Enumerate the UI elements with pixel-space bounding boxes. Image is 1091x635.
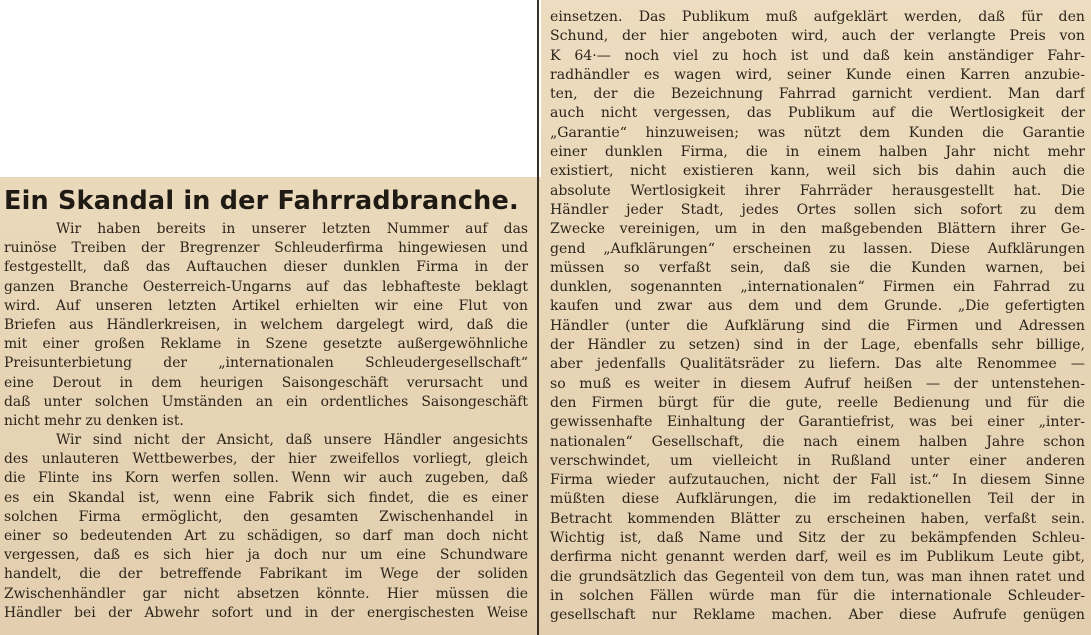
text-line: dunklen, sogenannten „internationalen“ Firmen ein Fahrrad zu: [550, 279, 1085, 296]
text-line: K 64·— noch viel zu hoch ist und daß kein anständiger Fahr-: [550, 47, 1085, 64]
right-column: [550, 8, 1085, 630]
text-line: es ein Skandal ist, wenn eine Fabrik sich findet, die es einer: [4, 489, 528, 506]
text-line: handelt, die der betreffende Fabrikant im Wege der soliden: [4, 566, 528, 583]
text-line: mit einer großen Reklame in Szene gesetzte außergewöhnliche: [4, 336, 528, 353]
text-line: Wir sind nicht der Ansicht, daß unsere Händler angesichts: [56, 432, 528, 449]
text-line: daß unter solchen Umständen an ein ordentliches Saisongeschäft: [4, 393, 528, 410]
text-line: „Garantie“ hinzuweisen; was nützt dem Kunden die Garantie: [550, 124, 1085, 141]
text-line: absolute Wertlosigkeit ihrer Fahrräder herausgestellt hat. Die: [550, 182, 1085, 199]
text-line: Betracht kommenden Blätter zu erscheinen haben, verfaßt sein.: [550, 510, 1085, 527]
left-column: [4, 184, 528, 632]
text-line: derfirma nicht genannt werden darf, weil es im Publikum Leute gibt,: [550, 549, 1085, 566]
column-divider: [537, 0, 539, 635]
text-line: den Firmen bürgt für die gute, reelle Bedienung und für die: [550, 394, 1085, 411]
text-line: gesellschaft nur Reklame machen. Aber diese Aufrufe genügen: [550, 607, 1085, 624]
text-line: der Händler zu setzen) sind in der Lage, ebenfalls sehr billige,: [550, 337, 1085, 354]
text-line: existiert, nicht existieren kann, weil sich bis dahin auch die: [550, 163, 1085, 180]
text-line: Zwecke vereinigen, um in den maßgebenden Blättern ihrer Ge-: [550, 221, 1085, 238]
text-line: müßten diese Aufklärungen, die im redaktionellen Teil der in: [550, 491, 1085, 508]
text-line: in solchen Fällen würde man für die internationale Schleuder-: [550, 587, 1085, 604]
text-line: wird. Auf unseren letzten Artikel erhielten wir eine Flut von: [4, 297, 528, 314]
text-line: Händler jeder Stadt, jedes Ortes sollen sich sofort zu dem: [550, 201, 1085, 218]
text-line: verschwindet, um vielleicht in Rußland unter einer anderen: [550, 452, 1085, 469]
text-line: nicht mehr zu denken ist.: [4, 412, 184, 429]
text-line: Briefen aus Händlerkreisen, in welchem dargelegt wird, daß die: [4, 316, 528, 333]
text-line: Händler (unter die Aufklärung sind die Firmen und Adressen: [550, 317, 1085, 334]
text-line: müssen so verfaßt sein, daß sie die Kunden warnen, bei: [550, 259, 1085, 276]
text-line: gewissenhafte Einhaltung der Garantiefrist, was bei einer „inter-: [550, 414, 1085, 431]
text-line: Wir haben bereits in unserer letzten Nummer auf das: [56, 221, 528, 237]
text-line: auch nicht vergessen, das Publikum auf die Wertlosigkeit der: [550, 105, 1085, 122]
text-line: ten, der die Bezeichnung Fahrrad garnicht verdient. Man darf: [550, 86, 1085, 103]
left-column-text: [4, 220, 528, 623]
text-line: einer so bedeutenden Art zu schädigen, so darf man doch nicht: [4, 528, 528, 544]
text-line: ruinöse Treiben der Bregrenzer Schleuderfirma hingewiesen und: [4, 240, 528, 257]
text-line: kaufen und zwar aus dem und dem Grunde. „Die gefertigten: [550, 298, 1085, 315]
text-line: nationalen“ Gesellschaft, die nach einem halben Jahre schon: [550, 433, 1085, 450]
text-line: Händler bei der Abwehr sofort und in der energischesten Weise: [4, 604, 528, 621]
text-line: aber jedenfalls Qualitätsräder zu liefern. Das alte Renommee —: [550, 356, 1085, 373]
blank-area: [0, 0, 541, 177]
text-line: Firma wieder aufzutauchen, nicht der Fall ist.“ In diesem Sinne: [550, 472, 1085, 489]
text-line: die grundsätzlich das Gegenteil von dem tun, was man ihnen ratet und: [550, 568, 1085, 585]
text-line: radhändler es wagen wird, seiner Kunde einen Karren anzubie-: [550, 66, 1085, 83]
text-line: so muß es weiter in diesem Aufruf heißen — der untenstehen-: [550, 375, 1085, 392]
right-column-text: [550, 8, 1085, 626]
text-line: einer dunklen Firma, die in einem halben Jahr nicht mehr: [550, 144, 1085, 161]
text-line: Schund, der hier angeboten wird, auch der verlangte Preis von: [550, 28, 1085, 45]
text-line: Preisunterbietung der „internationalen Schleudergesellschaft“: [4, 355, 528, 372]
text-line: vergessen, daß es sich hier ja doch nur um eine Schundware: [4, 547, 528, 564]
article-headline: Ein Skandal in der Fahrradbranche.: [4, 186, 519, 216]
text-line: Wichtig ist, daß Name und Sitz der zu bekämpfenden Schleu-: [550, 530, 1085, 547]
text-line: ganzen Branche Oesterreich-Ungarns auf das lebhafteste beklagt: [4, 278, 528, 295]
text-line: eine Derout in dem heurigen Saisongeschäft verursacht und: [4, 374, 528, 391]
text-line: Zwischenhändler gar nicht absetzen könnte. Hier müssen die: [4, 585, 528, 602]
text-line: festgestellt, daß das Auftauchen dieser dunklen Firma in der: [4, 259, 528, 276]
text-line: die Flinte ins Korn werfen sollen. Wenn wir auch zugeben, daß: [4, 470, 528, 487]
text-line: gend „Aufklärungen“ erscheinen zu lassen. Diese Aufklärungen: [550, 240, 1085, 257]
text-line: des unlauteren Wettbewerbes, der hier zweifellos vorliegt, gleich: [4, 451, 528, 468]
text-line: einsetzen. Das Publikum muß aufgeklärt werden, daß für den: [550, 9, 1085, 25]
text-line: solchen Firma ermöglicht, den gesamten Zwischenhandel in: [4, 508, 528, 525]
